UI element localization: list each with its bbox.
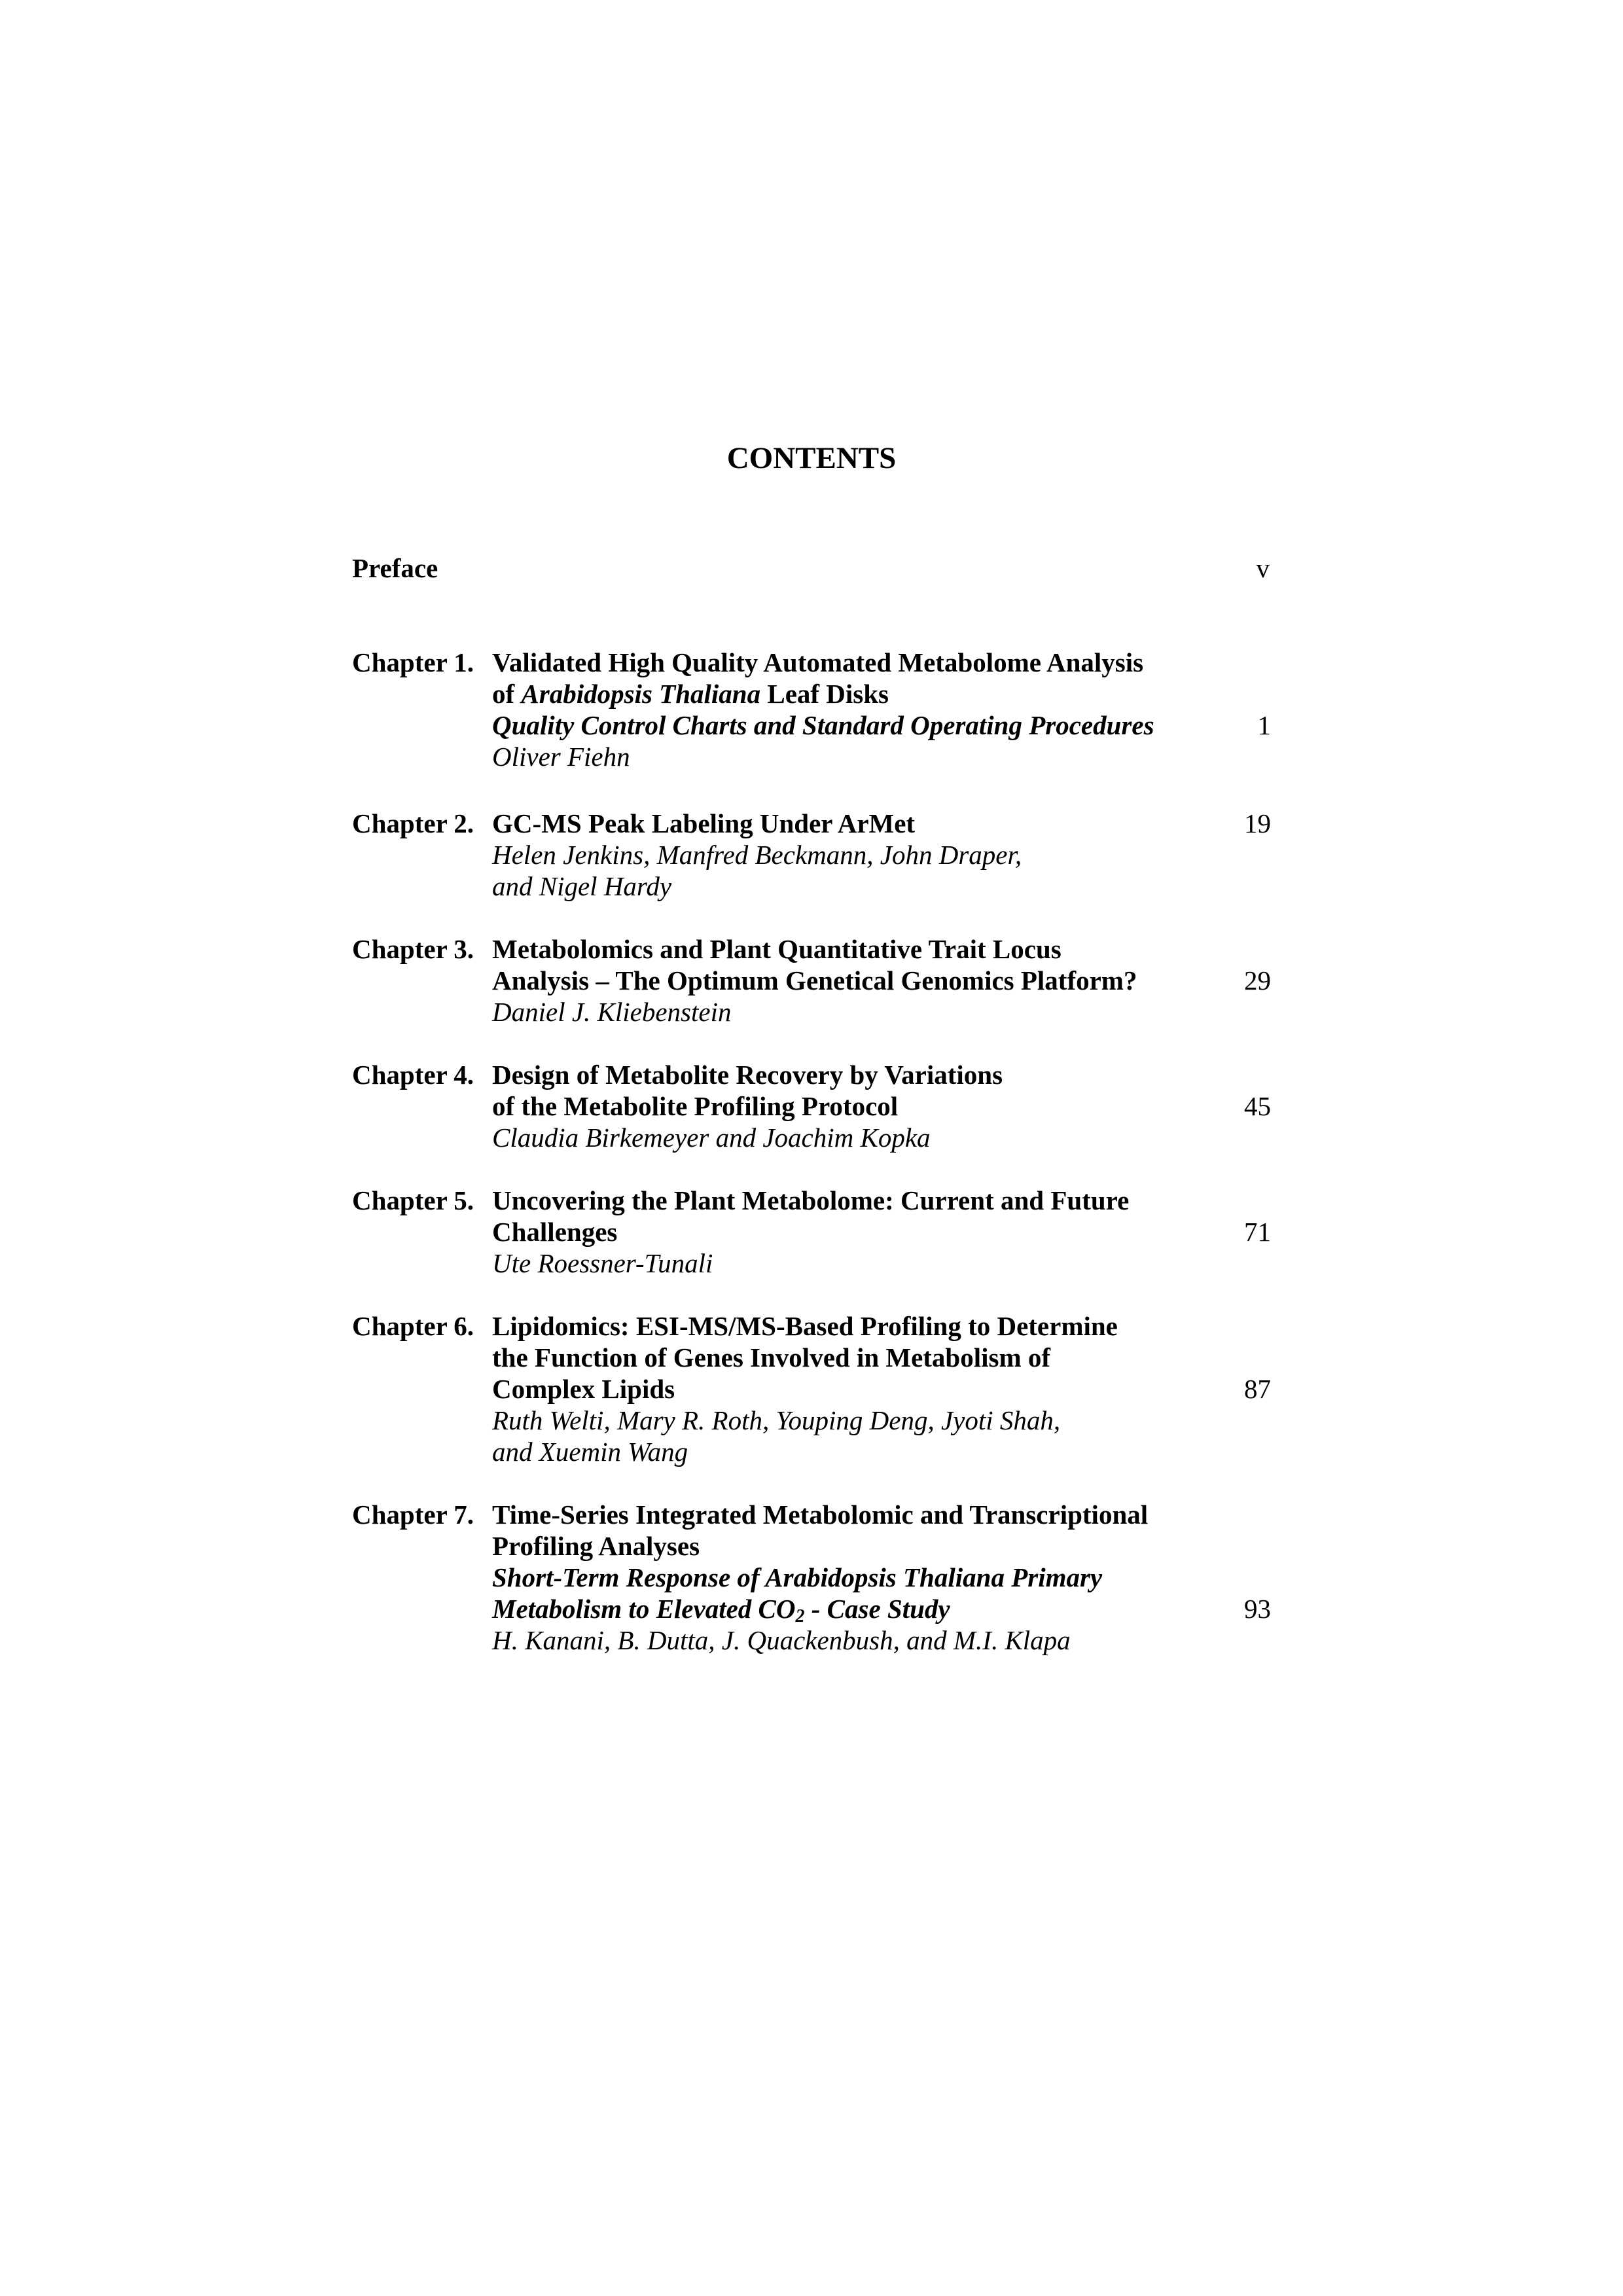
chapter-text [492, 1185, 1212, 1279]
chapter-text [492, 933, 1212, 1028]
chapter-subtitle: Quality Control Charts and Standard Operating Procedures [492, 710, 1154, 740]
chapter-page-number: 29 [1244, 965, 1271, 996]
chapter-title-line: Metabolomics and Plant Quantitative Trait Locus [492, 934, 1061, 964]
preface-label: Preface [352, 553, 438, 583]
chapter-label: Chapter 6. [352, 1311, 474, 1341]
page-title: CONTENTS [726, 441, 897, 475]
chapter-title-line: Lipidomics: ESI-MS/MS-Based Profiling to Determine [492, 1311, 1118, 1341]
chapter-authors: Ute Roessner-Tunali [492, 1248, 713, 1278]
chapter-page-number: 93 [1244, 1594, 1271, 1624]
chapter-authors: Oliver Fiehn [492, 742, 630, 772]
chapter-authors: and Xuemin Wang [492, 1437, 688, 1467]
chapter-page-number: 45 [1244, 1091, 1271, 1121]
chapter-authors: H. Kanani, B. Dutta, J. Quackenbush, and M.I. Klapa [492, 1625, 1071, 1655]
chapter-title-line: Analysis – The Optimum Genetical Genomics Platform? [492, 965, 1137, 996]
chapter-label: Chapter 4. [352, 1060, 474, 1090]
chapter-title-line: of Arabidopsis Thaliana Leaf Disks [492, 679, 889, 709]
chapter-subtitle: Metabolism to Elevated $CO_2$ - Case Study [492, 1594, 950, 1626]
chapter-title-line: GC-MS Peak Labeling Under ArMet [492, 808, 916, 838]
chapter-title-line: Time-Series Integrated Metabolomic and Transcriptional [492, 1499, 1149, 1530]
chapter-subtitle: Short-Term Response of Arabidopsis Thaliana Primary [492, 1562, 1103, 1592]
chapter-label: Chapter 2. [352, 808, 474, 838]
preface-page-number: v [1256, 553, 1270, 583]
chapter-title-line: Challenges [492, 1217, 618, 1247]
chapter-title-line: Design of Metabolite Recovery by Variations [492, 1060, 1003, 1090]
chapter-text [492, 1059, 1212, 1153]
chapter-label: Chapter 7. [352, 1499, 474, 1530]
chapter-label: Chapter 5. [352, 1185, 474, 1215]
chapter-text [492, 1499, 1212, 1656]
chapter-page-number: 1 [1257, 710, 1271, 740]
chapter-title-line: Uncovering the Plant Metabolome: Current and Future [492, 1185, 1130, 1215]
chapter-authors: Claudia Birkemeyer and Joachim Kopka [492, 1122, 931, 1153]
chapter-text [492, 1310, 1212, 1467]
chapter-label: Chapter 1. [352, 647, 474, 677]
chapter-authors: Ruth Welti, Mary R. Roth, Youping Deng, Jyoti Shah, [492, 1405, 1061, 1435]
chapter-title-line: of the Metabolite Profiling Protocol [492, 1091, 899, 1121]
chapter-text [492, 647, 1212, 772]
chapter-page-number: 19 [1244, 808, 1271, 838]
chapter-authors: and Nigel Hardy [492, 871, 672, 901]
chapter-page-number: 87 [1244, 1374, 1271, 1404]
chapter-label: Chapter 3. [352, 934, 474, 964]
chapter-authors: Helen Jenkins, Manfred Beckmann, John Draper, [492, 840, 1022, 870]
chapter-text [492, 808, 1212, 902]
chapter-title-line: Validated High Quality Automated Metabolome Analysis [492, 647, 1144, 677]
chapter-page-number: 71 [1244, 1217, 1271, 1247]
chapter-title-line: Profiling Analyses [492, 1531, 700, 1561]
chapter-authors: Daniel J. Kliebenstein [492, 997, 732, 1027]
chapter-title-line: the Function of Genes Involved in Metabolism of [492, 1342, 1051, 1372]
chapter-title-line: Complex Lipids [492, 1374, 675, 1404]
